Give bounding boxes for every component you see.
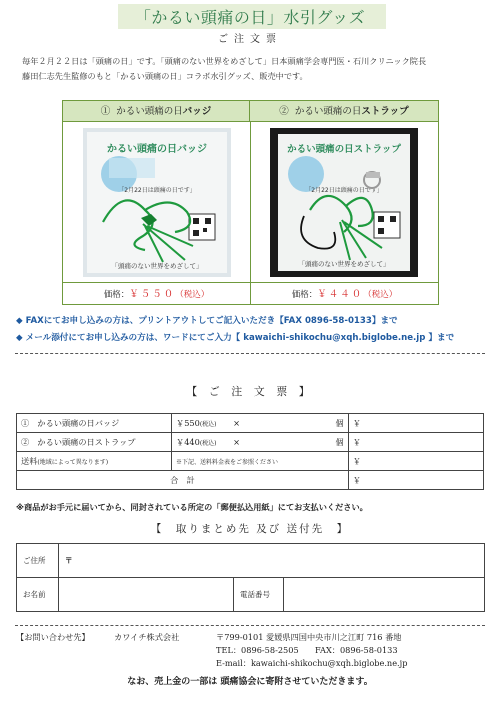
name-label: お名前 bbox=[17, 578, 59, 612]
product-header-badge: ① かるい頭痛の日バッジ bbox=[63, 101, 250, 122]
price-strap: 価格：￥４４０（税込） bbox=[291, 289, 398, 300]
page-subtitle: ご注文票 bbox=[218, 34, 282, 45]
name-field[interactable] bbox=[59, 578, 234, 612]
badge-card-slogan: 「頭痛のない世界をめざして」 bbox=[111, 262, 203, 270]
contact-company: カワイチ株式会社 bbox=[114, 632, 180, 642]
table-row bbox=[17, 452, 484, 471]
strap-card-title: かるい頭痛の日ストラップ bbox=[287, 144, 401, 155]
table-row: ① かるい頭痛の日バッジ ￥550(税込) × 個 ￥ bbox=[17, 414, 484, 433]
cut-line-2 bbox=[15, 625, 485, 626]
phone-label: 電話番号 bbox=[234, 578, 284, 612]
contact-email[interactable]: E-mail：kawaichi-shikochu@xqh.biglobe.ne.jp bbox=[216, 658, 408, 668]
table-row bbox=[17, 544, 485, 578]
subtotal-badge-field[interactable]: ￥ bbox=[348, 414, 483, 433]
fax-instruction: ◆ FAXにてお申し込みの方は、プリントアウトしてご記入いただき【FAX 0896-58-0133】まで bbox=[16, 316, 398, 326]
qty-strap-field[interactable]: 個 bbox=[332, 433, 349, 452]
intro-line-2: 藤田仁志先生監修のもと「かるい頭痛の日」コラボ水引グッズ、販売中です。 bbox=[22, 71, 308, 81]
strap-card-slogan: 「頭痛のない世界をめざして」 bbox=[298, 260, 390, 268]
strap-photo bbox=[270, 128, 418, 277]
address-field[interactable]: 〒 bbox=[59, 544, 485, 578]
payment-note: ※商品がお手元に届いてから、同封されている所定の「郵便払込用紙」にてお支払いください。 bbox=[16, 502, 368, 512]
badge-card-date: 「2月22日は頭痛の日です」 bbox=[118, 187, 196, 194]
phone-field[interactable] bbox=[284, 578, 485, 612]
total-label: 合 計 bbox=[17, 471, 349, 490]
order-table bbox=[16, 413, 484, 490]
contact-tel-fax: TEL：0896-58-2505 FAX：0896-58-0133 bbox=[216, 645, 398, 655]
address-label: ご住所 bbox=[17, 544, 59, 578]
price-badge: 価格：￥５５０（税込） bbox=[103, 289, 210, 300]
shipping-fee-field[interactable]: ￥ bbox=[348, 452, 483, 471]
qty-badge-field[interactable]: 個 bbox=[332, 414, 349, 433]
intro-line-1: 毎年２月２２日は「頭痛の日」です。「頭痛のない世界をめざして」日本頭痛学会専門医・石川クリニック院長 bbox=[22, 56, 427, 66]
table-row bbox=[17, 471, 484, 490]
shipping-table bbox=[16, 543, 485, 612]
order-item-badge: ① かるい頭痛の日バッジ bbox=[17, 414, 172, 433]
shipping-heading: 【 取りまとめ先 及び 送付先 】 bbox=[150, 523, 350, 535]
badge-photo bbox=[83, 128, 231, 277]
product-panel bbox=[62, 100, 439, 305]
table-row: ② かるい頭痛の日ストラップ ￥440(税込) × 個 ￥ bbox=[17, 433, 484, 452]
total-field[interactable]: ￥ bbox=[348, 471, 483, 490]
table-row bbox=[17, 578, 485, 612]
shipping-label: 送料(地域によって異なります) bbox=[17, 452, 172, 471]
contact-address: 〒799-0101 愛媛県四国中央市川之江町 716 番地 bbox=[216, 632, 402, 642]
badge-card-title: かるい頭痛の日バッジ bbox=[107, 144, 207, 155]
subtotal-strap-field[interactable]: ￥ bbox=[348, 433, 483, 452]
order-item-strap: ② かるい頭痛の日ストラップ bbox=[17, 433, 172, 452]
strap-card-date: 「2月22日は頭痛の日です」 bbox=[305, 187, 383, 194]
contact-label: 【お問い合わせ先】 bbox=[16, 632, 90, 642]
cut-line bbox=[15, 353, 485, 354]
closing-note: なお、売上金の一部は 頭痛協会に寄附させていただきます。 bbox=[127, 677, 373, 687]
product-header-strap: ② かるい頭痛の日ストラップ bbox=[250, 101, 438, 122]
page-title: 「かるい頭痛の日」水引グッズ bbox=[134, 8, 366, 27]
mail-instruction: ◆ メール添付にてお申し込みの方は、ワードにてご入力【 kawaichi-shikochu@xqh.biglobe.ne.jp 】まで bbox=[16, 333, 455, 343]
order-heading: 【 ご 注 文 票 】 bbox=[186, 385, 314, 398]
shipping-ref: ※下記、送料料金表をご参照ください bbox=[176, 459, 279, 466]
